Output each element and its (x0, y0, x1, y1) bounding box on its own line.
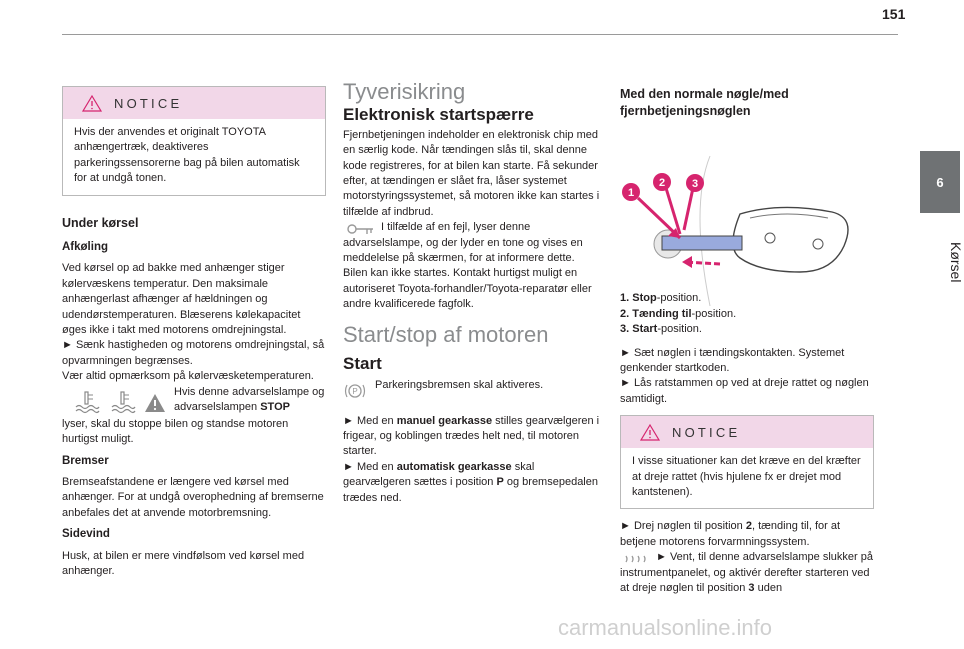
chapter-tab[interactable]: 6 (920, 151, 960, 213)
svg-text:2: 2 (658, 177, 666, 189)
callout-1 (622, 183, 640, 201)
turn-key-text: ► Drej nøglen til position 2, tænding til, for at betjene motorens forvarmningssystem. (620, 520, 841, 548)
cooling-note: Vær altid opmærksom på kølervæsketemperaturen. (62, 370, 314, 383)
fault-text: I tilfælde af en fejl, lyser denne advarselslampe, og der lyder en tone og vises en meddelelse på skærmen, for at informere dette. (343, 221, 583, 265)
preheat-text: ► Vent, til denne advarselslampe slukker på instrumentpanelet, og aktivér derefter starteren ved at dreje nøglen til position 3 uden (620, 551, 873, 595)
header-rule (62, 34, 898, 35)
middle-column (343, 79, 601, 506)
ignition-key-illustration (620, 126, 874, 286)
insert-key-text: ► Sæt nøglen i tændingskontakten. Systemet genkender startkoden. (620, 346, 845, 375)
coolant-level-icon (110, 391, 136, 413)
notice-title: NOTICE (672, 425, 741, 441)
warning-text-cont: lyser, skal du stoppe bilen og standse motoren hurtigst muligt. (62, 417, 289, 446)
manual-gearbox-text: ► Med en manuel gearkasse stilles gearvælgeren i frigear, og koblingen trædes helt ned, til motoren starter. (343, 414, 600, 458)
auto-gearbox-text: ► Med en automatisk gearkasse skal gearvælgeren sættes i position P og bremsepedalen trædes ned. (343, 460, 598, 504)
notice-text: Hvis der anvendes et originalt TOYOTA anhængertræk, deaktiveres parkeringssensorerne bag på bilen automatisk for at undgå tonen. (74, 126, 300, 185)
parking-brake-text: Parkeringsbremsen skal aktiveres. (375, 378, 544, 391)
heading-key: Med den normale nøgle/med fjernbetjeningsnøglen (620, 87, 789, 118)
heading-under-driving: Under kørsel (62, 215, 139, 230)
title-theft-protection: Tyverisikring (343, 79, 466, 104)
preheat-icon (624, 554, 646, 566)
notice-box-right (620, 415, 874, 509)
svg-text:1: 1 (627, 187, 635, 199)
heading-crosswind: Sidevind (62, 528, 110, 541)
watermark-link[interactable]: carmanualsonline.info (558, 615, 773, 640)
contact-text: Bilen kan ikke startes. Kontakt hurtigst muligt en autoriseret Toyota-forhandler/Toyota-reparatør eller andre kvalificerede fagfolk. (343, 267, 592, 311)
position-1: 1. Stop-position. (620, 292, 702, 305)
warning-icons (62, 385, 174, 417)
page-number: 151 (882, 6, 906, 22)
notice-header (621, 416, 873, 448)
heading-cooling: Afkøling (62, 241, 108, 254)
brakes-text: Bremseafstandene er længere ved kørsel med anhænger. For at undgå overophedning af bremserne anbefales det at anvende motorbremsning. (62, 475, 324, 519)
notice-box-left (62, 86, 326, 196)
right-column (620, 86, 874, 597)
position-3: 3. Start-position. (620, 323, 702, 336)
cooling-bullet: ► Sænk hastigheden og motorens omdrejningstal, så opvarmningen begrænses. (62, 339, 325, 367)
warning-text-inline: Hvis denne advarselslampe og advarselslampen STOP (174, 385, 325, 414)
crosswind-text: Husk, at bilen er mere vindfølsom ved kørsel med anhænger. (62, 549, 305, 577)
cooling-text: Ved kørsel op ad bakke med anhænger stiger kølervæskens temperatur. Den maksimale anhængerlast afhænger af hældningen og udendørstemperaturen. Blæserens kølekapacitet øges ikke i takt med motorens omdrejningstal. (62, 262, 301, 337)
callout-3 (686, 174, 704, 192)
callout-2 (653, 173, 671, 191)
svg-text:3: 3 (691, 178, 699, 190)
key-warning-icon (347, 222, 375, 236)
chapter-label: Kørsel (948, 242, 964, 283)
heading-start: Start (343, 354, 382, 374)
svg-text:P: P (352, 386, 358, 396)
immobiliser-text: Fjernbetjeningen indeholder en elektronisk chip med en særlig kode. Når tændingen slås til, skal denne kode registreres, for at bilen kan starte. Få sekunder efter, at tændingen er slået fra, låser systemet motorstyringssystemet, så motoren ikke kan startes i tilfælde af indbrud. (343, 128, 600, 218)
position-2: 2. Tænding til-position. (620, 307, 737, 320)
heading-immobiliser: Elektronisk startspærre (343, 105, 534, 125)
title-start-stop: Start/stop af motoren (343, 321, 549, 347)
parking-brake-icon (343, 382, 367, 400)
warning-triangle-icon (144, 393, 166, 413)
notice-text: I visse situationer kan det kræve en del kræfter at dreje rattet (hvis hjulene fx er drejet mod kantstenen). (632, 455, 861, 499)
heading-brakes: Bremser (62, 454, 109, 467)
warning-triangle-icon (640, 424, 660, 441)
notice-title: NOTICE (114, 96, 183, 111)
warning-triangle-icon (82, 95, 102, 112)
left-column (62, 86, 326, 579)
notice-header (63, 87, 325, 119)
coolant-temp-icon (74, 391, 100, 413)
unlock-steering-text: ► Lås ratstammen op ved at dreje rattet og nøglen samtidigt. (620, 377, 869, 405)
